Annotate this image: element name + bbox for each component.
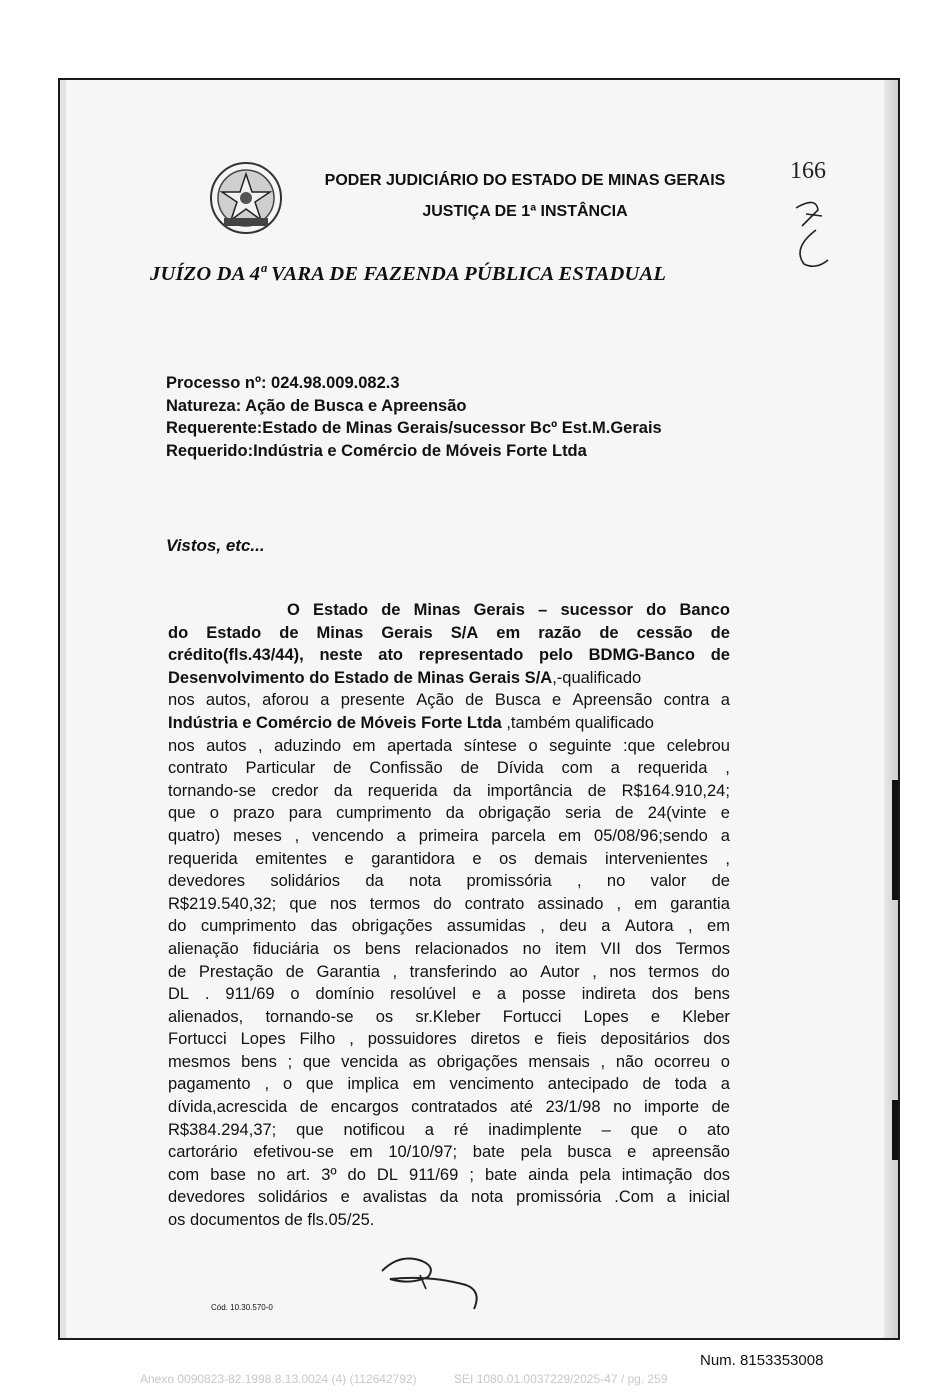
- handwritten-annotation: [782, 152, 842, 282]
- vistos-heading: Vistos, etc...: [166, 536, 265, 555]
- case-plaintiff: Requerente:Estado de Minas Gerais/sucessor Bcº Est.M.Gerais: [166, 419, 662, 437]
- body-line: nos autos , aduzindo em apertada síntese o seguinte :que celebrou: [168, 736, 730, 755]
- body-bold-text: Indústria e Comércio de Móveis Forte Ltda: [168, 713, 502, 732]
- header-line-2: JUSTIÇA DE 1ª INSTÂNCIA: [422, 203, 628, 220]
- body-line: de Prestação de Garantia , transferindo ao Autor , nos termos do: [168, 962, 730, 981]
- body-bold-text: Desenvolvimento do Estado de Minas Gerais S/A: [168, 668, 553, 687]
- scanned-page: [58, 78, 900, 1340]
- page-left-edge: [60, 80, 66, 1338]
- case-nature: Natureza: Ação de Busca e Apreensão: [166, 396, 467, 415]
- body-line: [168, 667, 730, 690]
- form-code: Cód. 10.30.570-0: [211, 1303, 273, 1312]
- body-line: mesmos bens ; que vencida as obrigações mensais , não ocorreu o: [168, 1052, 730, 1071]
- body-line: do Estado de Minas Gerais S/A em razão de cessão de: [168, 623, 730, 642]
- case-info: [166, 372, 662, 462]
- body-line: [168, 712, 730, 735]
- footer-sei: SEI 1080.01.0037229/2025-47 / pg. 259: [454, 1372, 668, 1386]
- case-number: Processo nº: 024.98.009.082.3: [166, 374, 400, 392]
- body-line: nos autos, aforou a presente Ação de Busca e Apreensão contra a: [168, 691, 730, 710]
- body-line: requerida emitentes e garantidora e os demais intervenientes ,: [168, 849, 730, 868]
- court-name: JUÍZO DA 4ª VARA DE FAZENDA PÚBLICA ESTADUAL: [150, 263, 667, 285]
- body-line: devedores solidários da nota promissória , no valor de: [168, 872, 730, 891]
- body-line: R$219.540,32; que nos termos do contrato assinado , em garantia: [168, 894, 730, 913]
- handwritten-page-number: 166: [790, 158, 826, 184]
- body-line: que o prazo para cumprimento da obrigação seria de 24(vinte e: [168, 804, 730, 823]
- body-line: devedores solidários e avalistas da nota promissória .Com a inicial: [168, 1188, 730, 1207]
- body-line: tornando-se credor da requerida da importância de R$164.910,24;: [168, 781, 730, 800]
- body-line: crédito(fls.43/44), neste ato representado pelo BDMG-Banco de: [168, 646, 730, 665]
- body-line: pagamento , o que implica em vencimento antecipado de toda a: [168, 1075, 730, 1094]
- body-line: com base no art. 3º do DL 911/69 ; bate ainda pela intimação dos: [168, 1165, 730, 1184]
- body-line: DL . 911/69 o domínio resolúvel e a posse indireta dos bens: [168, 985, 730, 1004]
- document-number: Num. 8153353008: [700, 1352, 824, 1369]
- body-line: cartorário efetivou-se em 10/10/97; bate pela busca e apreensão: [168, 1143, 730, 1162]
- body-text: ,-qualificado: [552, 668, 642, 687]
- body-line: alienados, tornando-se os sr.Kleber Fortucci Lopes e Kleber: [168, 1007, 730, 1026]
- scan-mark: [892, 780, 898, 900]
- body-line: os documentos de fls.05/25.: [168, 1211, 375, 1230]
- body-line: quatro) meses , vencendo a primeira parcela em 05/08/96;sendo a: [168, 826, 730, 845]
- body-text: ,também qualificado: [501, 713, 654, 732]
- body-line: O Estado de Minas Gerais – sucessor do Banco: [287, 601, 730, 619]
- footer-anexo: Anexo 0090823-82.1998.8.13.0024 (4) (112642792): [140, 1372, 417, 1386]
- body-line: contrato Particular de Confissão de Dívida com a requerida ,: [168, 759, 730, 778]
- footer: [140, 1372, 702, 1386]
- case-defendant: Requerido:Indústria e Comércio de Móveis Forte Ltda: [166, 441, 587, 460]
- body-line: alienação fiduciária os bens relacionados no item VII dos Termos: [168, 939, 730, 958]
- signature: [370, 1245, 490, 1315]
- body-line: dívida,acrescida de encargos contratados até 23/1/98 no importe de: [168, 1098, 730, 1117]
- state-seal-icon: [208, 160, 284, 236]
- body-line: Fortucci Lopes Filho , possuidores diretos e fieis depositários dos: [168, 1030, 730, 1049]
- body-line: R$384.294,37; que notificou a ré inadimplente – que o ato: [168, 1120, 730, 1139]
- scan-mark: [892, 1100, 898, 1160]
- body-line: do cumprimento das obrigações assumidas , deu a Autora , em: [168, 917, 730, 936]
- header-line-1: PODER JUDICIÁRIO DO ESTADO DE MINAS GERAIS: [324, 172, 726, 189]
- document-body: [168, 599, 730, 1232]
